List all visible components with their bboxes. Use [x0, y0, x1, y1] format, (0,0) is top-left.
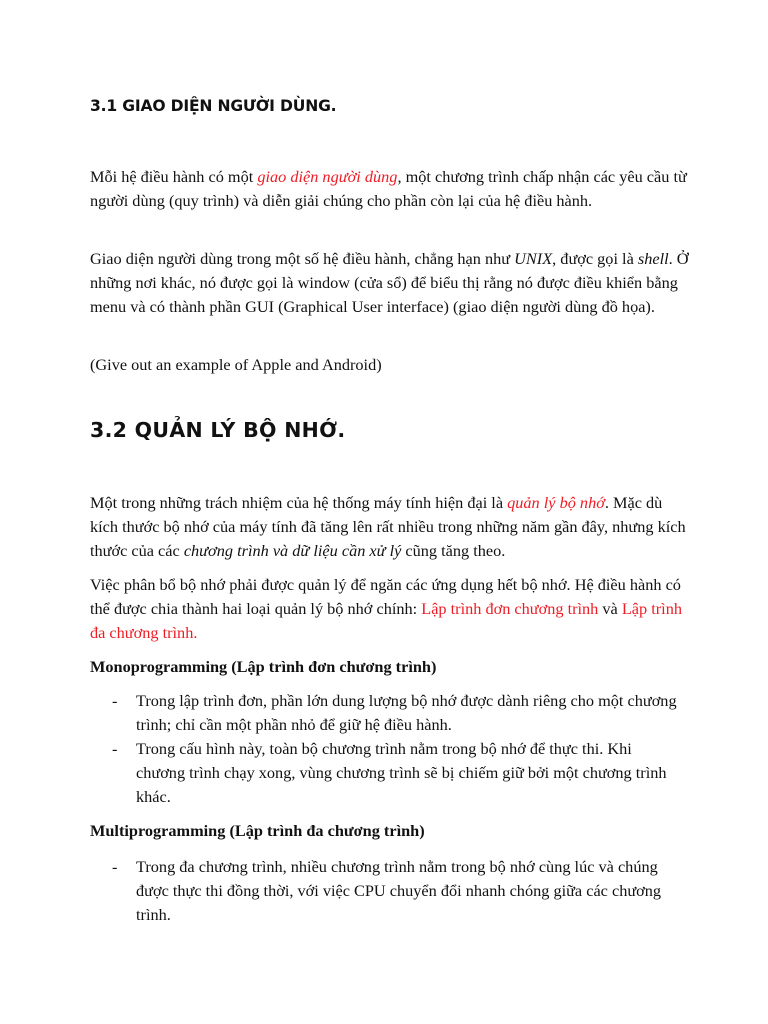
subheading-monoprogramming: Monoprogramming (Lập trình đơn chương trình) — [90, 657, 437, 676]
section-heading-memory-management: 3.2 QUẢN LÝ BỘ NHỚ. — [90, 418, 346, 442]
text-run: , được gọi là — [552, 249, 638, 268]
paragraph-user-interface-intro — [90, 165, 690, 213]
text-run: cũng tăng theo. — [401, 541, 506, 561]
highlight-term-memory-management: quản lý bộ nhớ — [507, 493, 605, 512]
link-monoprogramming: Lập trình đơn chương trình — [421, 599, 599, 619]
term-programs-and-data: chương trình và dữ liệu cần xử lý — [183, 541, 402, 561]
text-run: và — [598, 599, 622, 619]
highlight-term-user-interface: giao diện người dùng — [257, 167, 398, 186]
text-run: , một chương trình chấp nhận các yêu cầu từ người dùng (quy trình) và diễn giải chúng cho phần còn lại của hệ điều hành. — [90, 167, 687, 211]
list-item-text: Trong lập trình đơn, phần lớn dung lượng bộ nhớ được dành riêng cho một chương trình; chỉ cần một phần nhỏ để giữ hệ điều hành. — [136, 691, 677, 735]
text-run: . Ở những nơi khác, nó được gọi là window (cửa sổ) để biểu thị rằng nó được điều khiển bằng menu và có thành phần GUI (Graphical User interface) (giao diện người dùng đồ họa). — [90, 249, 689, 317]
text-run: Một trong những trách nhiệm của hệ thống máy tính hiện đại là — [90, 493, 508, 512]
text-run: . Mặc dù kích thước bộ nhớ của máy tính đã tăng lên rất nhiều trong những năm gần đây, nhưng kích thước của các — [90, 493, 686, 561]
bullet-dash: - — [112, 691, 118, 710]
paragraph-shell-window — [90, 247, 690, 320]
bullet-dash: - — [112, 857, 118, 876]
paragraph-memory-intro — [90, 491, 690, 564]
section-heading-user-interface: 3.1 GIAO DIỆN NGƯỜI DÙNG. — [90, 97, 337, 115]
bullet-dash: - — [112, 739, 118, 758]
paragraph-example-note: (Give out an example of Apple and Android) — [90, 355, 382, 374]
term-shell: shell — [637, 249, 669, 268]
term-unix: UNIX — [514, 249, 553, 268]
list-item-text: Trong đa chương trình, nhiều chương trình nằm trong bộ nhớ cùng lúc và chúng được thực thi đồng thời, với việc CPU chuyển đổi nhanh chóng giữa các chương trình. — [136, 857, 662, 925]
list-item-text: Trong cấu hình này, toàn bộ chương trình nằm trong bộ nhớ để thực thi. Khi chương trình chạy xong, vùng chương trình sẽ bị chiếm giữ bởi một chương trình khác. — [136, 739, 667, 807]
text-run: Giao diện người dùng trong một số hệ điều hành, chẳng hạn như — [90, 249, 515, 268]
text-run: Việc phân bổ bộ nhớ phải được quản lý để ngăn các ứng dụng hết bộ nhớ. Hệ điều hành có thể được chia thành hai loại quản lý bộ nhớ chính: — [90, 575, 681, 619]
link-multiprogramming: Lập trình đa chương trình. — [90, 599, 682, 643]
text-run: Mỗi hệ điều hành có một — [90, 167, 258, 186]
subheading-multiprogramming: Multiprogramming (Lập trình đa chương trình) — [90, 821, 425, 840]
paragraph-memory-allocation — [90, 573, 690, 646]
